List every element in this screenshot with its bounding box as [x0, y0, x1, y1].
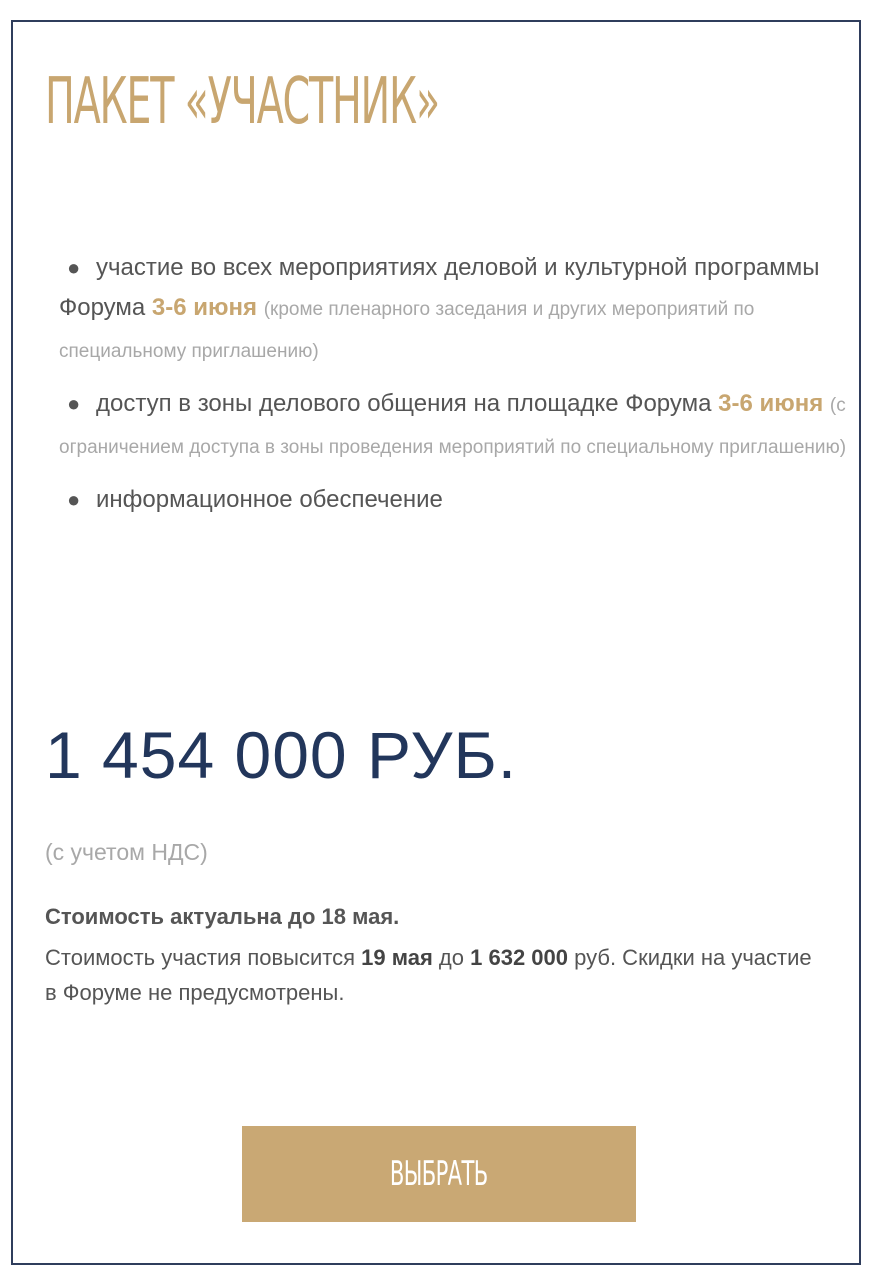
choose-button-label: ВЫБРАТЬ [390, 1154, 488, 1194]
feature-item [59, 248, 849, 372]
increase-date: 19 мая [361, 945, 433, 970]
price-deadline: Стоимость актуальна до 18 мая. [45, 904, 400, 929]
feature-item [59, 480, 849, 520]
package-price: 1 454 000 РУБ. [45, 718, 518, 792]
bullet-icon: ● [67, 487, 81, 512]
bullet-icon: ● [67, 255, 81, 280]
choose-button[interactable] [242, 1126, 636, 1222]
package-title: ПАКЕТ «УЧАСТНИК» [45, 65, 439, 139]
feature-text: информационное обеспечение [96, 486, 443, 513]
feature-note: (с ограничением доступа в зоны проведения мероприятий по специальному приглашению) [59, 395, 847, 458]
increase-prefix: Стоимость участия повысится [45, 945, 356, 970]
feature-item [59, 384, 849, 468]
feature-note: (кроме пленарного заседания и других мероприятий по специальному приглашению) [59, 299, 755, 362]
feature-list [59, 248, 849, 532]
feature-text: участие во всех мероприятиях деловой и культурной программы Форума [59, 254, 820, 321]
increase-mid: до [438, 945, 464, 970]
package-card [11, 20, 861, 1265]
feature-dates: 3-6 июня [718, 390, 824, 417]
increase-price: 1 632 000 [470, 945, 568, 970]
increase-suffix: руб. Скидки на участие в Форуме не предусмотрены. [45, 945, 812, 1005]
feature-text: доступ в зоны делового общения на площадке Форума [96, 390, 712, 417]
feature-dates: 3-6 июня [151, 294, 258, 321]
vat-note: (с учетом НДС) [45, 839, 208, 865]
price-increase-note [45, 940, 825, 1010]
bullet-icon: ● [67, 391, 81, 416]
